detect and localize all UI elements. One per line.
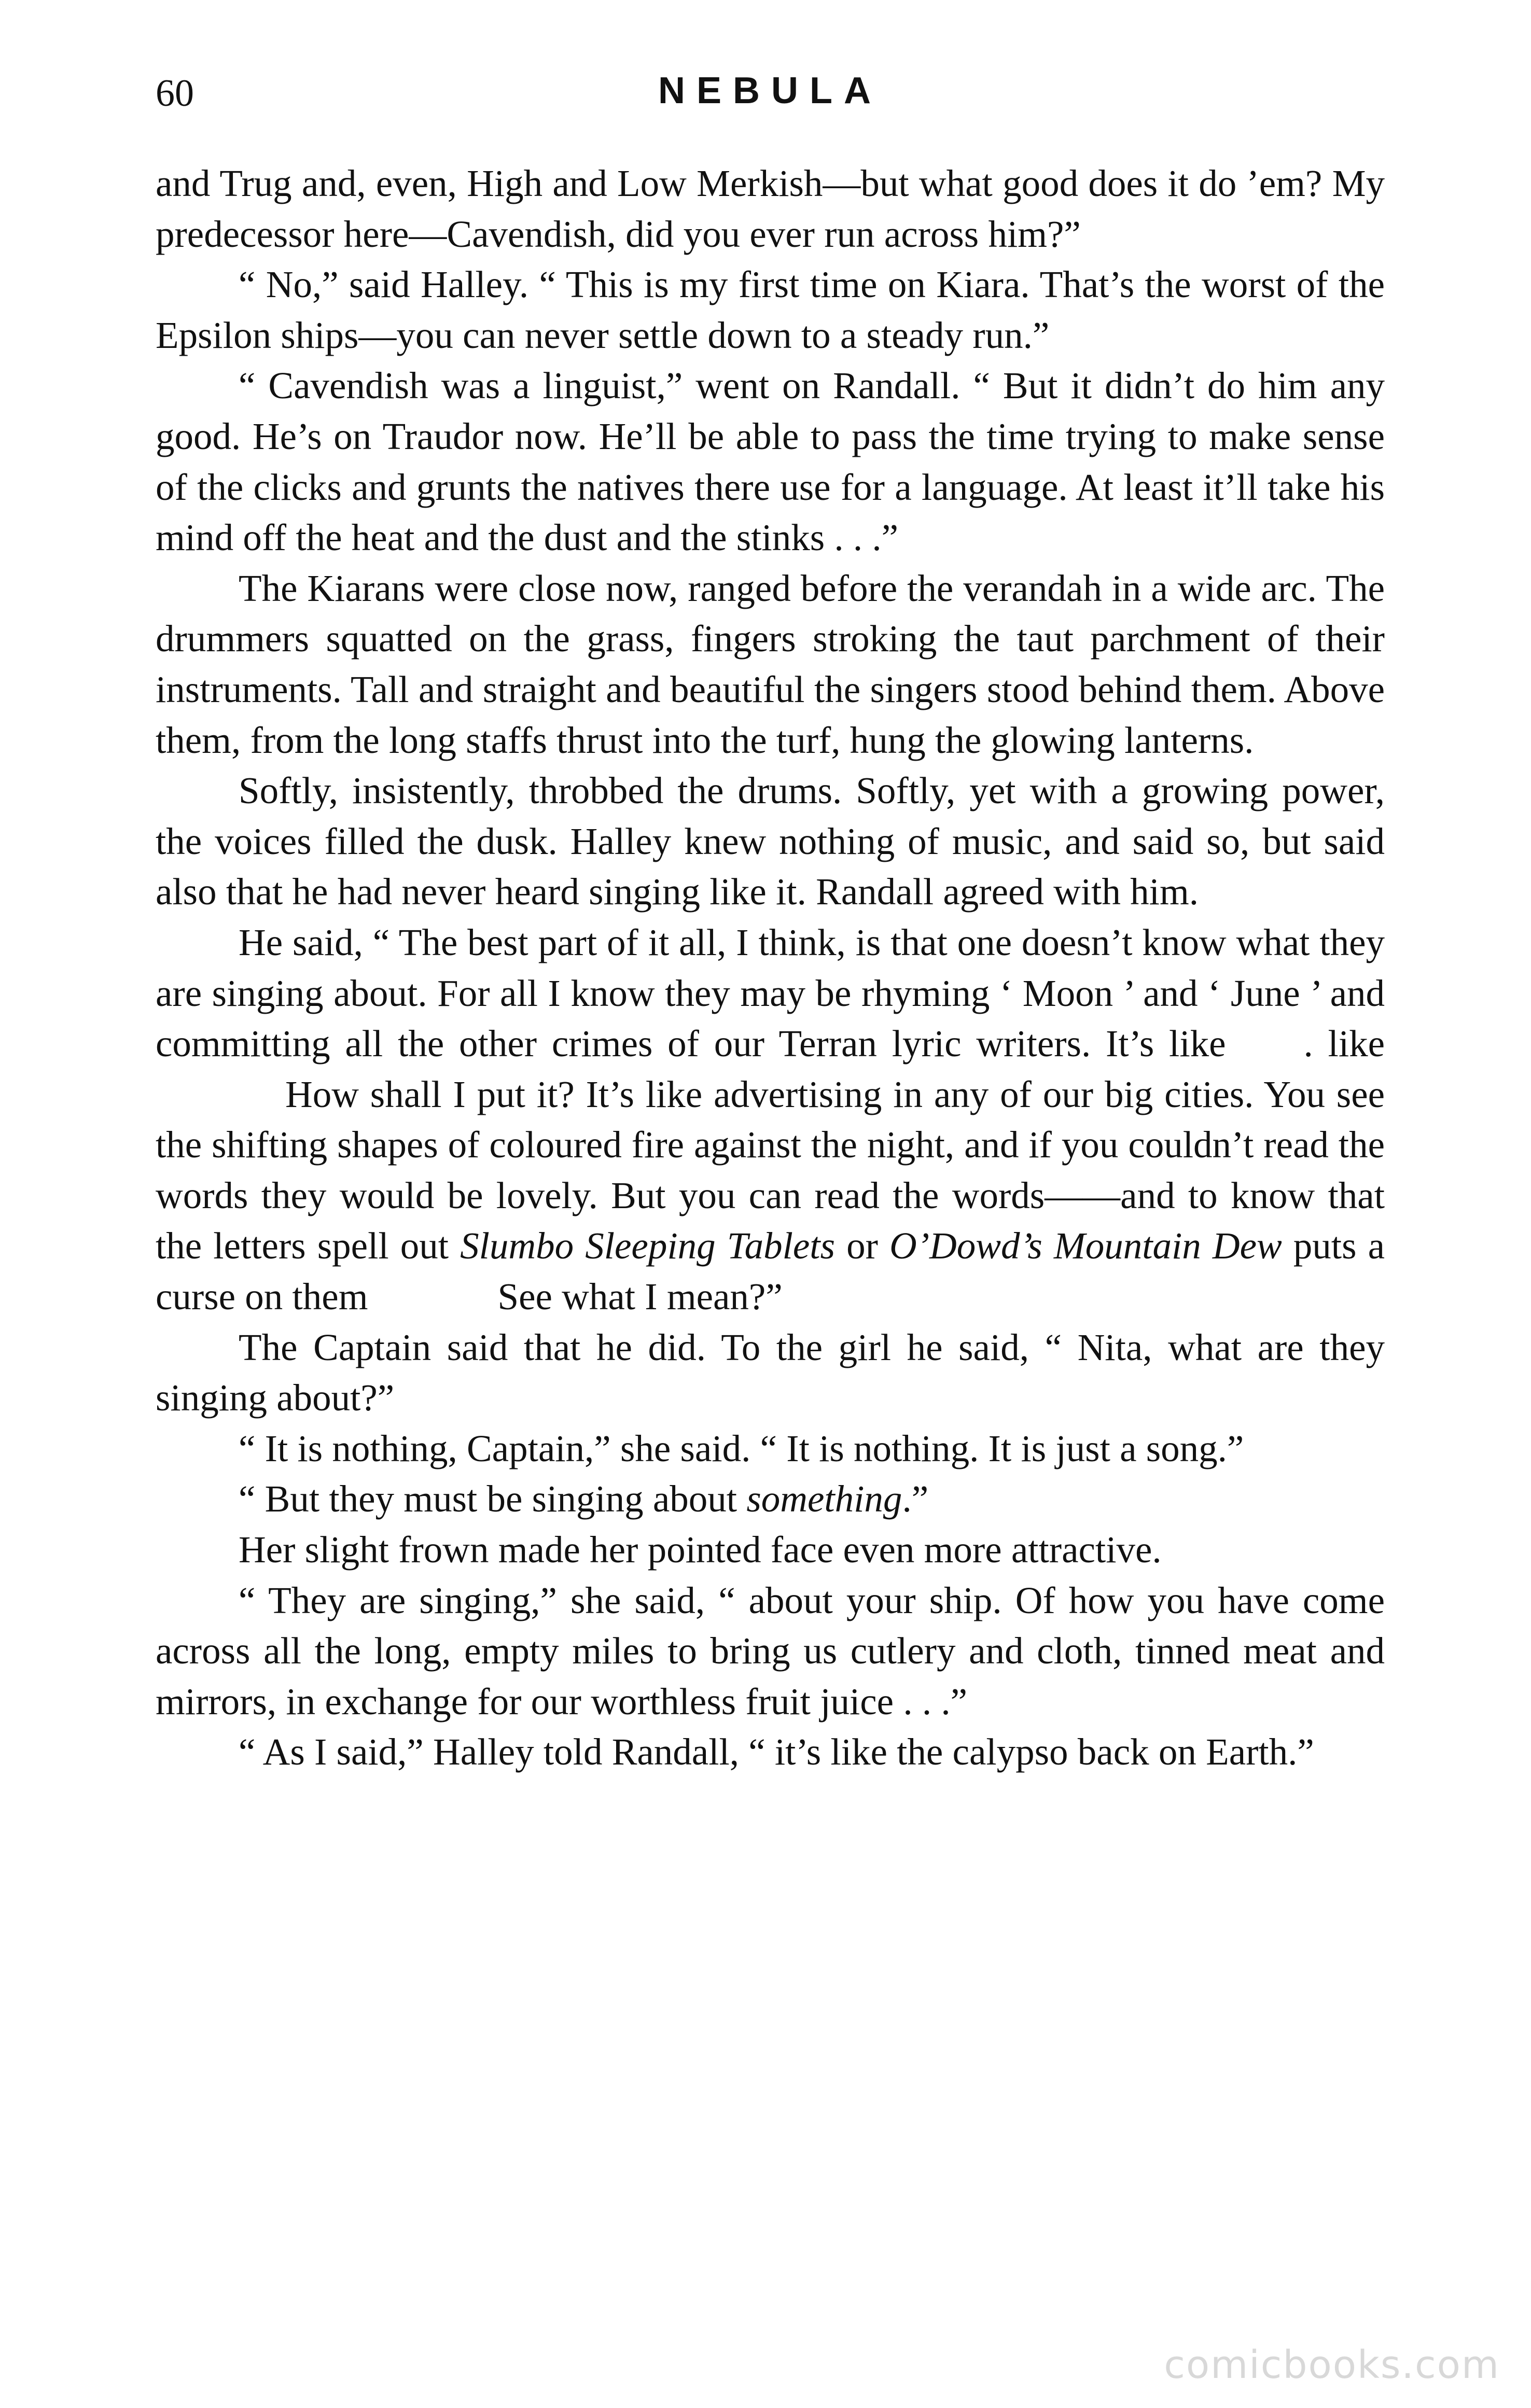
paragraph-6-italic-2: O’Dowd’s Mountain Dew — [889, 1225, 1282, 1267]
paragraph-9-before: “ But they must be singing about — [239, 1478, 737, 1520]
running-head: NEBULA — [658, 70, 882, 111]
body-text — [156, 158, 1385, 1777]
paragraph-3: “ Cavendish was a linguist,” went on Randall. “ But it didn’t do him any good. He’s on Traudor now. He’ll be able to pass the time trying to make sense of the clicks and grunts the natives there use for a language. At least it’ll take his mind off the heat and the dust and the stinks . . .” — [156, 365, 1385, 559]
paragraph-4: The Kiarans were close now, ranged before the verandah in a wide arc. The drummers squatted on the grass, fingers stroking the taut parchment of their instruments. Tall and straight and beautiful the singers stood behind them. Above them, from the long staffs thrust into the turf, hung the glowing lanterns. — [156, 567, 1385, 761]
paragraph-6-italic-1: Slumbo Sleeping Tablets — [460, 1225, 835, 1267]
paragraph-9 — [156, 1474, 1385, 1524]
paragraph-1: and Trug and, even, High and Low Merkish—but what good does it do ’em? My predecessor here—Cavendish, did you ever run across him?” — [156, 162, 1385, 255]
paragraph-2: “ No,” said Halley. “ This is my first time on Kiara. That’s the worst of the Epsilon ships—you can never settle down to a steady run.” — [156, 263, 1385, 356]
paragraph-11: “ They are singing,” she said, “ about your ship. Of how you have come across all the long, empty miles to bring us cutlery and cloth, tinned meat and mirrors, in exchange for our worthless fruit juice . . .” — [156, 1579, 1385, 1723]
paragraph-12: “ As I said,” Halley told Randall, “ it’s like the calypso back on Earth.” — [239, 1731, 1314, 1773]
paragraph-6-part-6: See what I mean?” — [497, 1276, 783, 1318]
paragraph-10: Her slight frown made her pointed face even more attractive. — [239, 1529, 1162, 1571]
paragraph-6-part-2: . like — [1303, 1023, 1385, 1065]
paragraph-9-italic: something — [746, 1478, 902, 1520]
paragraph-6 — [156, 917, 1385, 1322]
paragraph-6-part-1: He said, “ The best part of it all, I think, is that one doesn’t know what they are singing about. For all I know they may be rhyming ‘ Moon ’ and ‘ June ’ and committing all the other crimes of our Terran lyric writers. It’s like — [156, 921, 1385, 1065]
page-header — [156, 62, 1385, 119]
watermark: comicbooks.com — [1164, 2343, 1500, 2387]
paragraph-9-after: .” — [902, 1478, 929, 1520]
paragraph-7: The Captain said that he did. To the girl he said, “ Nita, what are they singing about?” — [156, 1326, 1385, 1419]
paragraph-6-part-3: How shall I put it? It’s like advertising in any of our big cities. You see the shifting shapes of coloured fire against the night, and if you couldn’t read the words they would be lovely. But you can read the words——and to know that the letters spell out — [156, 1073, 1385, 1267]
paragraph-6-part-4: or — [846, 1225, 878, 1267]
paragraph-5: Softly, insistently, throbbed the drums. Softly, yet with a growing power, the voices filled the dusk. Halley knew nothing of music, and said so, but said also that he had never heard singing like it. Randall agreed with him. — [156, 769, 1385, 913]
paragraph-8: “ It is nothing, Captain,” she said. “ It is nothing. It is just a song.” — [239, 1427, 1244, 1469]
paragraph-6-part-5: puts a curse on them — [156, 1225, 1385, 1318]
page-number: 60 — [156, 72, 194, 115]
